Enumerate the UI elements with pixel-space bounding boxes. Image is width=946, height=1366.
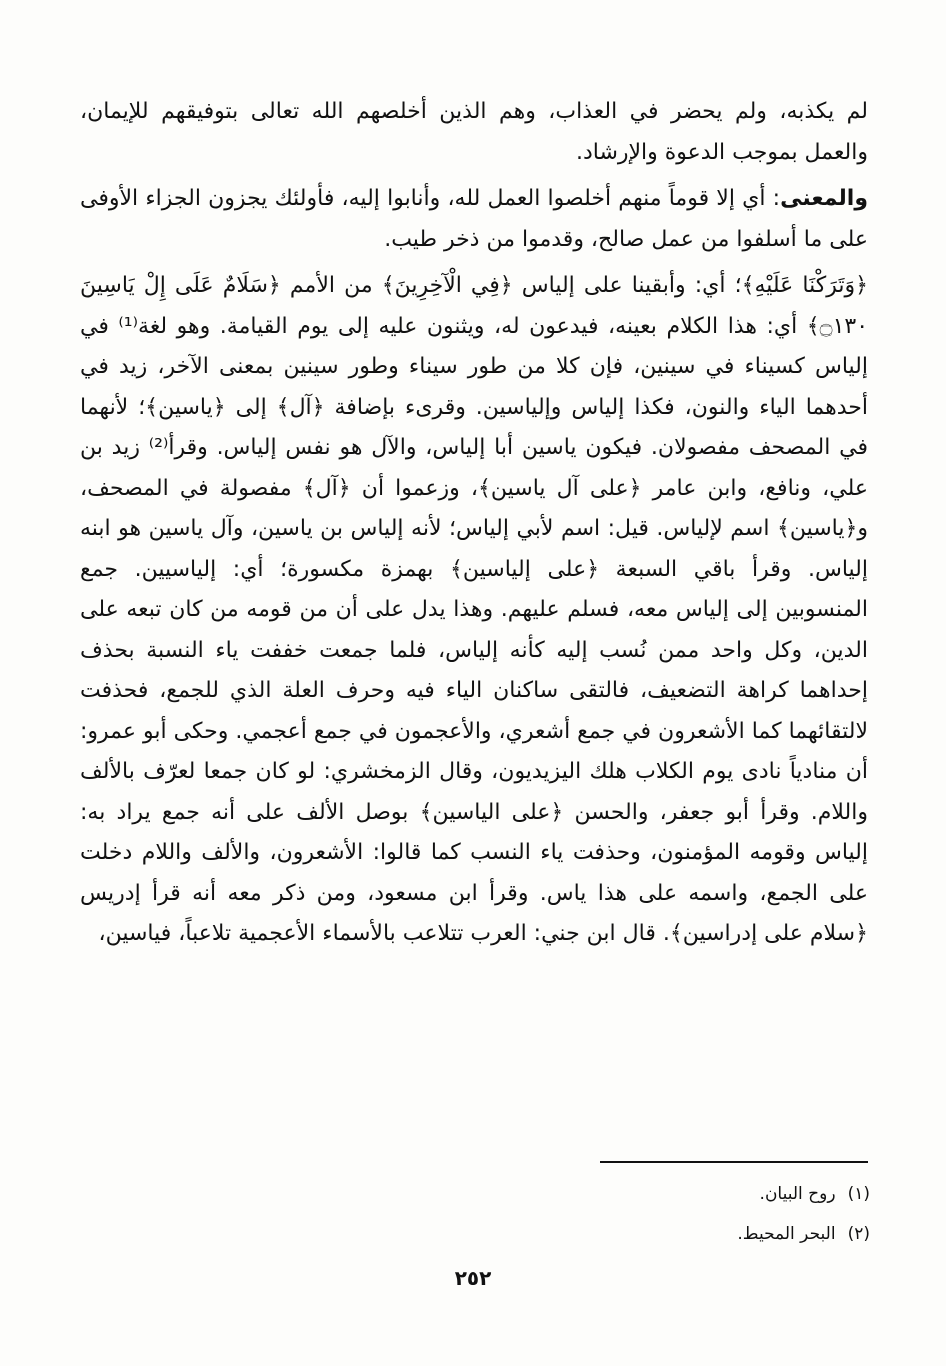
footnote-separator: [600, 1161, 868, 1163]
main-text: [80, 92, 868, 955]
footnote-1-text: روح البيان.: [759, 1184, 836, 1204]
paragraph-1-text: لم يكذبه، ولم يحضر في العذاب، وهم الذين أخلصهم الله تعالى بتوفيقهم للإيمان، والعمل بموجب الدعوة والإرشاد.: [80, 99, 868, 165]
paragraph-2: [80, 179, 868, 260]
footnotes: [480, 1174, 870, 1254]
paragraph-1: [80, 92, 868, 173]
footnote-2-text: البحر المحيط.: [737, 1224, 836, 1244]
meaning-heading: والمعنى: [780, 186, 868, 211]
paragraph-3-text: ﴿وَتَرَكْنَا عَلَيْهِ﴾؛ أي: وأبقينا على إلياس ﴿فِي الْآخِرِينَ﴾ من الأمم ﴿سَلَامٌ عَلَى إِلْ يَاسِينَ ۝١٣٠﴾ أي: هذا الكلام بعينه، فيدعون له، ويثنون عليه إلى يوم القيامة. وهو لغة⁽¹⁾ في إلياس كسيناء في سينين، فإن كلا من طور سيناء وطور سينين بمعنى الآخر، زيد في أحدهما الياء والنون، فكذا إلياس وإلياسين. وقرىء بإضافة ﴿آل﴾ إلى ﴿ياسين﴾؛ لأنهما في المصحف مفصولان. فيكون ياسين أبا إلياس، والآل هو نفس إلياس. وقرأ⁽²⁾ زيد بن علي، ونافع، وابن عامر ﴿على آل ياسين﴾، وزعموا أن ﴿آل﴾ مفصولة في المصحف، و﴿ياسين﴾ اسم لإلياس. قيل: اسم لأبي إلياس؛ لأنه إلياس بن ياسين، وآل ياسين هو ابنه إلياس. وقرأ باقي السبعة ﴿على إلياسين﴾ بهمزة مكسورة؛ أي: إلياسيين. جمع المنسوبين إلى إلياس معه، فسلم عليهم. وهذا يدل على أن من قومه من كان تبعه على الدين، وكل واحد ممن نُسب إليه كأنه إلياس، فلما جمعت خففت ياء النسبة بحذف إحداهما كراهة التضعيف، فالتقى ساكنان الياء فيه وحرف العلة الذي للجمع، فحذفت لالتقائهما كما الأشعرون في جمع أشعري، والأعجمون في جمع أعجمي. وحكى أبو عمرو: أن منادياً نادى يوم الكلاب هلك اليزيديون، وقال الزمخشري: لو كان جمعا لعرّف بالألف واللام. وقرأ أبو جعفر، والحسن ﴿على الياسين﴾ بوصل الألف على أنه جمع يراد به: إلياس وقومه المؤمنون، وحذفت ياء النسب كما قالوا: الأشعرون، والألف واللام دخلت على الجمع، واسمه على هذا ياس. وقرأ ابن مسعود، ومن ذكر معه أنه قرأ إدريس ﴿سلام على إدراسين﴾. قال ابن جني: العرب تتلاعب بالأسماء الأعجمية تلاعباً، فياسين،: [80, 273, 869, 946]
paragraph-3: [80, 266, 868, 955]
footnote-2-number: (٢): [847, 1224, 870, 1244]
footnote-1-number: (١): [847, 1184, 870, 1204]
page-number: ٢٥٢: [454, 1266, 492, 1290]
paragraph-2-text: : أي إلا قوماً منهم أخلصوا العمل لله، وأنابوا إليه، فأولئك يجزون الجزاء الأوفى على ما أسلفوا من عمل صالح، وقدموا من ذخر طيب.: [80, 186, 868, 252]
footnote-2: [480, 1214, 870, 1254]
footnote-1: [480, 1174, 870, 1214]
